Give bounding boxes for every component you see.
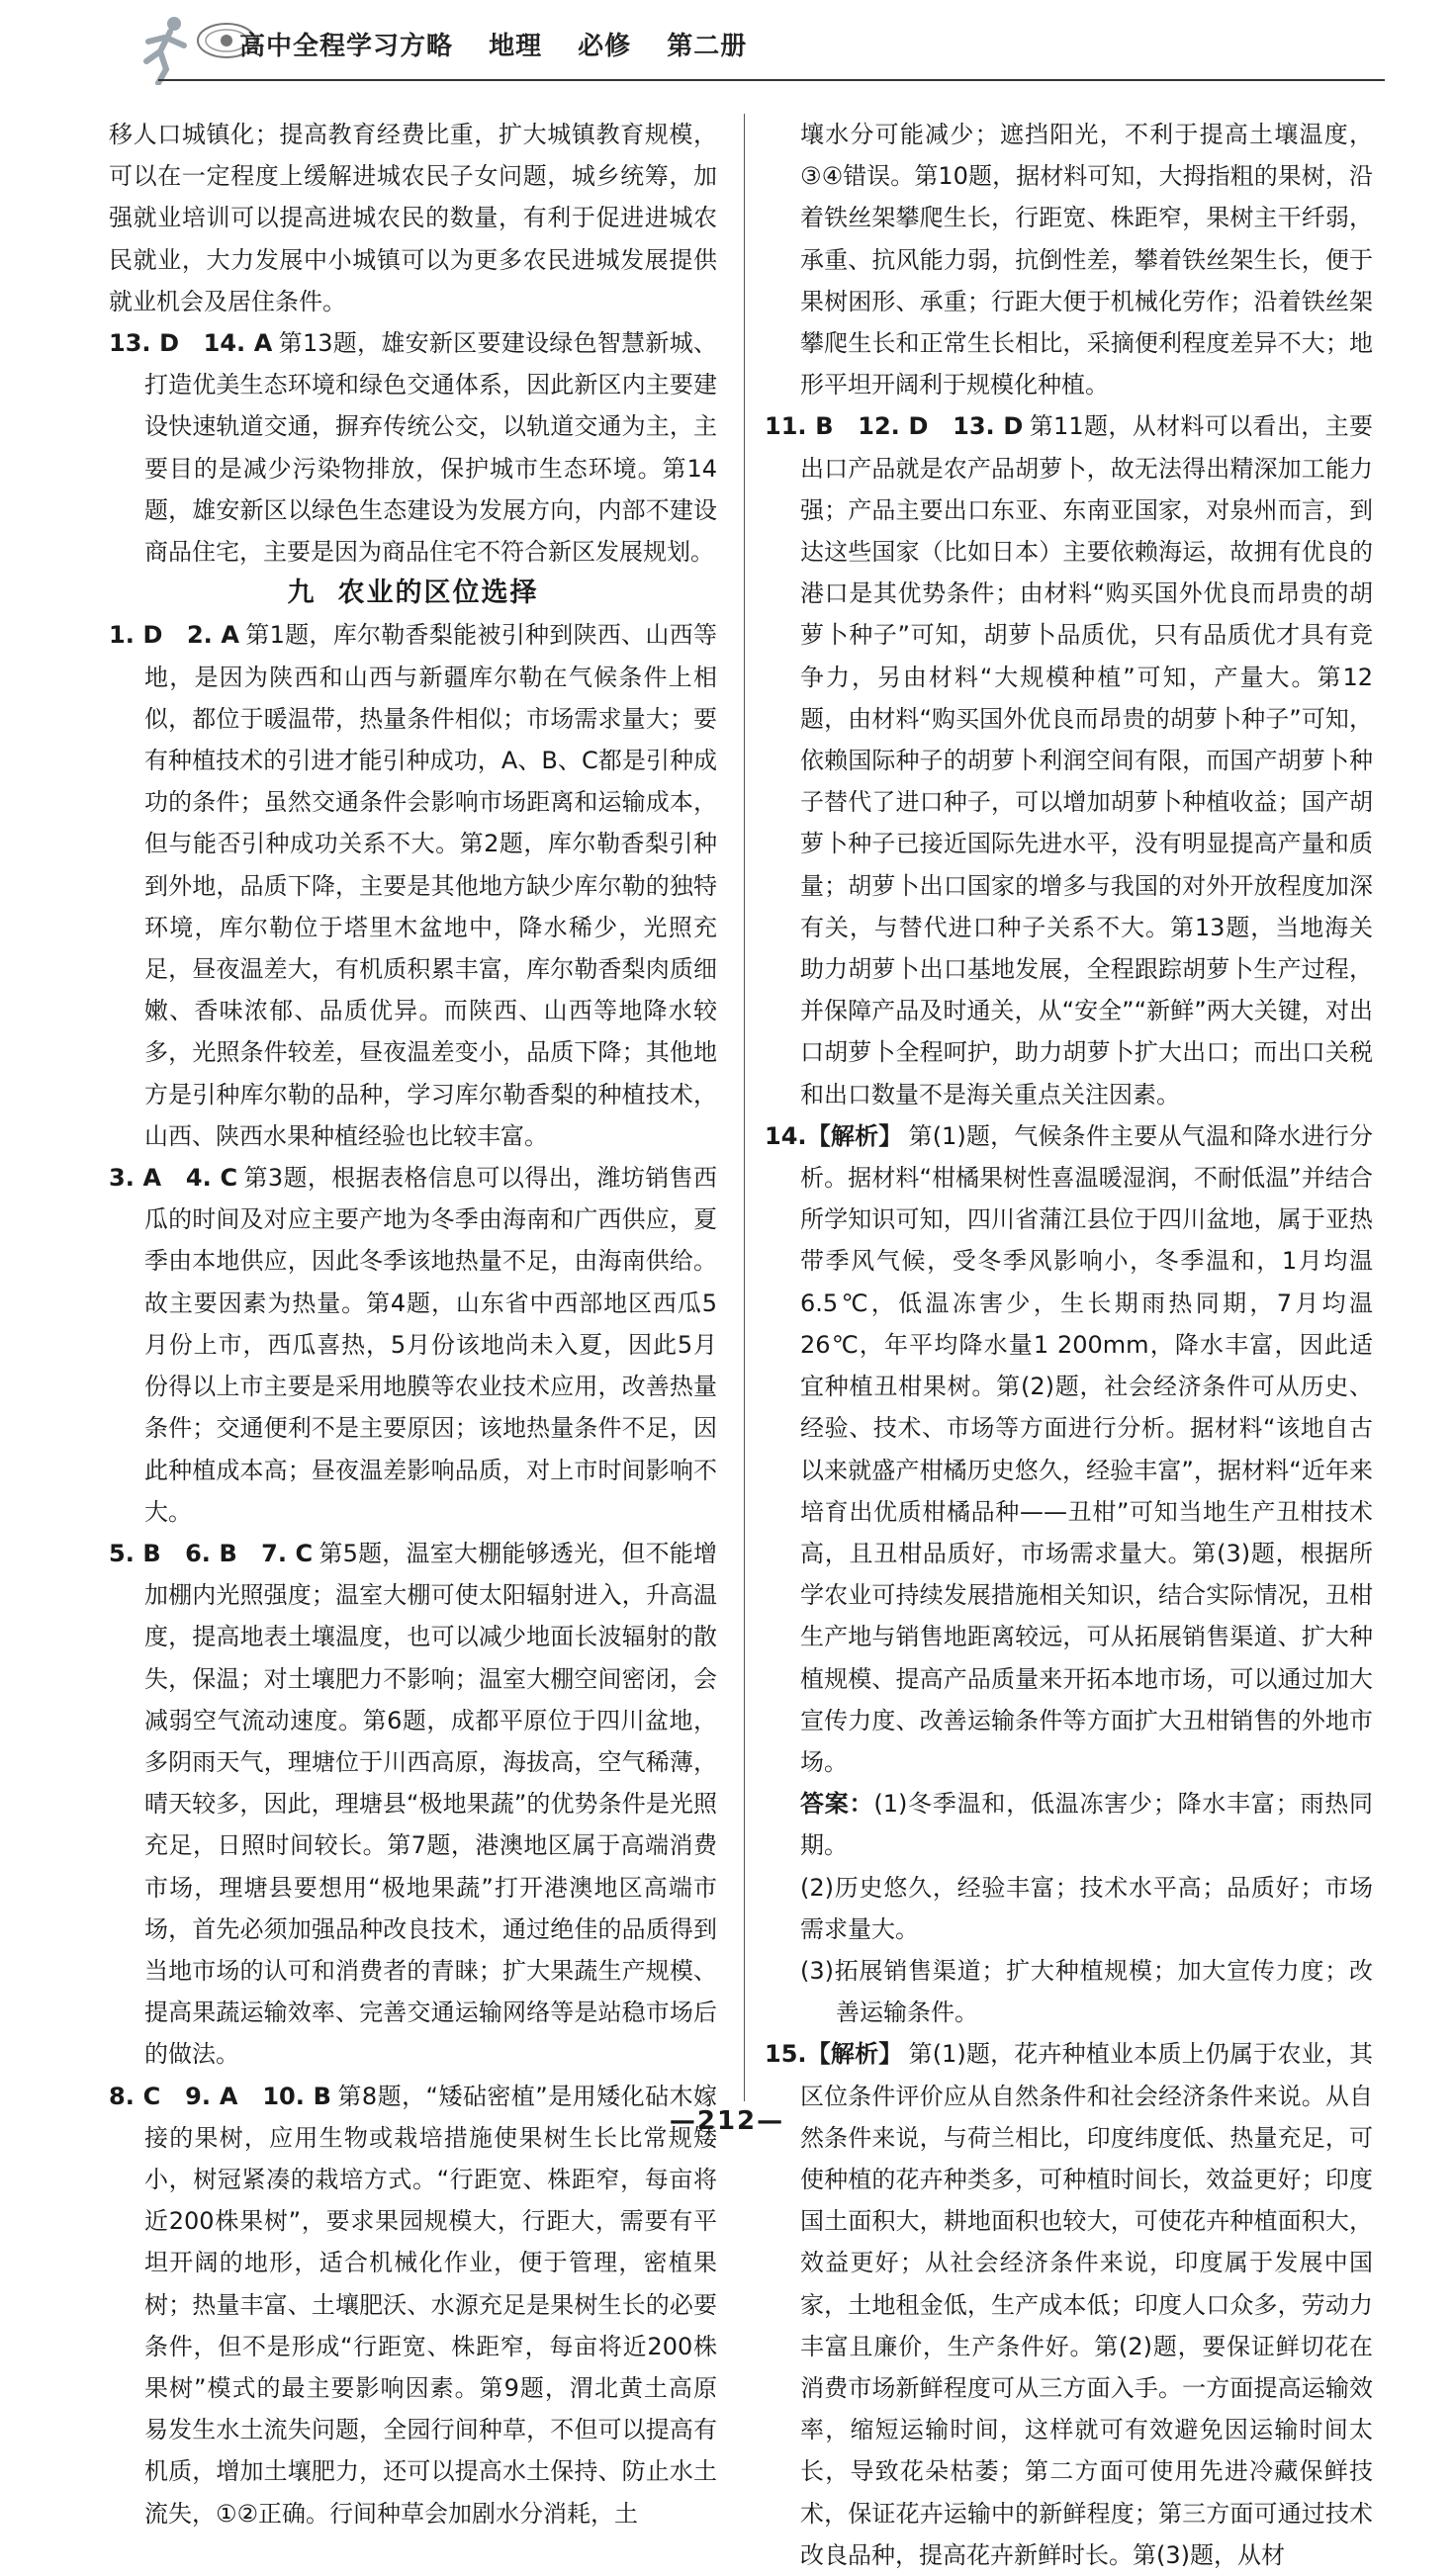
question-numbers: 15.【解析】 <box>765 2040 903 2069</box>
question-numbers: 13. D 14. A <box>109 329 273 358</box>
course-type: 必修 <box>578 32 632 61</box>
answer-item-5-7 <box>109 1533 717 2076</box>
page-number: —212— <box>669 2106 785 2136</box>
volume-name: 第二册 <box>667 32 748 61</box>
series-name: 高中全程学习方略 <box>239 32 454 61</box>
question-numbers: 11. B 12. D 13. D <box>765 412 1024 441</box>
section-title <box>109 573 717 614</box>
answer-explanation: 第3题，根据表格信息可以得出，潍坊销售西瓜的时间及对应主要产地为冬季由海南和广西供应，夏季由本地供应，因此冬季该地热量不足，由海南供给。故主要因素为热量。第4题，山东省中西部地区西瓜5月份上市，西瓜喜热，5月份该地尚未入夏，因此5月份得以上市主要是采用地膜等农业技术应用，改善热量条件；交通便利不是主要原因；该地热量条件不足，因此种植成本高；昼夜温差影响品质，对上市时间影响不大。 <box>144 1164 717 1526</box>
question-numbers: 8. C 9. A 10. B <box>109 2082 331 2110</box>
answer-key-line-1 <box>765 1783 1373 1866</box>
answer-item-8-10 <box>109 2076 717 2534</box>
answer-explanation: 第13题，雄安新区要建设绿色智慧新城、打造优美生态环境和绿色交通体系，因此新区内主要建设快速轨道交通，摒弃传统公交，以轨道交通为主，主要目的是减少污染物排放，保护城市生态环境。第14题，雄安新区以绿色生态建设为发展方向，内部不建设商品住宅，主要是因为商品住宅不符合新区发展规划。 <box>144 329 717 567</box>
book-title <box>239 26 772 62</box>
answer-key-line-2: (2)历史悠久，经验丰富；技术水平高；品质好；市场需求量大。 <box>800 1873 1373 1943</box>
right-column <box>765 114 1373 2576</box>
answer-item-13-14 <box>109 322 717 573</box>
paragraph-continued: 移人口城镇化；提高教育经费比重，扩大城镇教育规模，可以在一定程度上缓解进城农民子女问题，城乡统筹，加强就业培训可以提高进城农民的数量，有利于促进进城农民就业，大力发展中小城镇可以为更多农民进城发展提供就业机会及居住条件。 <box>109 121 717 315</box>
answer-explanation: 第11题，从材料可以看出，主要出口产品就是农产品胡萝卜，故无法得出精深加工能力强；产品主要出口东亚、东南亚国家，对泉州而言，到达这些国家（比如日本）主要依赖海运，故拥有优良的港口是其优势条件；由材料“购买国外优良而昂贵的胡萝卜种子”可知，胡萝卜品质优，只有品质优才具有竞争力，另由材料“大规模种植”可知，产量大。第12题，由材料“购买国外优良而昂贵的胡萝卜种子”可知，依赖国际种子的胡萝卜利润空间有限，而国产胡萝卜种子替代了进口种子，可以增加胡萝卜种植收益；国产胡萝卜种子已接近国际先进水平，没有明显提高产量和质量；胡萝卜出口国家的增多与我国的对外开放程度加深有关，与替代进口种子关系不大。第13题，当地海关助力胡萝卜出口基地发展，全程跟踪胡萝卜生产过程，并保障产品及时通关，从“安全”“新鲜”两大关键，对出口胡萝卜全程呵护，助力胡萝卜扩大出口；而出口关税和出口数量不是海关重点关注因素。 <box>800 412 1374 1109</box>
header-divider <box>158 79 1385 81</box>
answer-item-1-2 <box>109 614 717 1157</box>
answer-key-line-3 <box>765 1950 1373 2033</box>
answer-item-3-4 <box>109 1157 717 1533</box>
answer-explanation: 第(1)题，气候条件主要从气温和降水进行分析。据材料“柑橘果树性喜温暖湿润，不耐低温”并结合所学知识可知，四川省蒲江县位于四川盆地，属于亚热带季风气候，受冬季风影响小，冬季温和，1月均温6.5℃，低温冻害少，生长期雨热同期，7月均温26℃，年平均降水量1 200mm，降水丰富，因此适宜种植丑柑果树。第(2)题，社会经济条件可从历史、经验、技术、市场等方面进行分析。据材料“该地自古以来就盛产柑橘历史悠久，经验丰富”，据材料“近年来培育出优质柑橘品种——丑柑”可知当地生产丑柑技术高，且丑柑品质好，市场需求量大。第(3)题，根据所学农业可持续发展措施相关知识，结合实际情况，丑柑生产地与销售地距离较远，可从拓展销售渠道、扩大种植规模、提高产品质量来开拓本地市场，可以通过加大宣传力度、改善运输条件等方面扩大丑柑销售的外地市场。 <box>800 1121 1374 1776</box>
paragraph-continued: 壤水分可能减少；遮挡阳光，不利于提高土壤温度，③④错误。第10题，据材料可知，大拇指粗的果树，沿着铁丝架攀爬生长，行距宽、株距窄，果树主干纤弱，承重、抗风能力弱，抗倒性差，攀着铁丝架生长，便于果树困形、承重；行距大便于机械化劳作；沿着铁丝架攀爬生长和正常生长相比，采摘便利程度差异不大；地形平坦开阔利于规模化种植。 <box>800 121 1373 400</box>
left-column <box>109 114 717 2534</box>
answer-text: (3)拓展销售渠道；扩大种植规模；加大宣传力度；改善运输条件。 <box>800 1956 1373 2027</box>
question-numbers: 14.【解析】 <box>765 1121 903 1150</box>
answer-explanation: 第5题，温室大棚能够透光，但不能增加棚内光照强度；温室大棚可使太阳辐射进入，升高温度，提高地表土壤温度，也可以减少地面长波辐射的散失，保温；对土壤肥力不影响；温室大棚空间密闭，会减弱空气流动速度。第6题，成都平原位于四川盆地，多阴雨天气，理塘位于川西高原，海拔高，空气稀薄，晴天较多，因此，理塘县“极地果蔬”的优势条件是光照充足，日照时间较长。第7题，港澳地区属于高端消费市场，理塘县要想用“极地果蔬”打开港澳地区高端市场，首先必须加强品种改良技术，通过绝佳的品质得到当地市场的认可和消费者的青睐；扩大果蔬生产规模、提高果蔬运输效率、完善交通运输网络等是站稳市场后的做法。 <box>144 1539 717 2069</box>
section-number: 九 <box>287 577 317 609</box>
runner-logo-icon <box>131 12 200 85</box>
question-numbers: 3. A 4. C <box>109 1164 238 1193</box>
answer-text: (1)冬季温和，低温冻害少；降水丰富；雨热同期。 <box>800 1790 1374 1860</box>
subject-name: 地理 <box>489 32 543 61</box>
answer-item-14 <box>765 1115 1373 1783</box>
page-header <box>0 0 1454 91</box>
answer-label: 答案： <box>800 1790 874 1819</box>
column-divider <box>744 114 745 2101</box>
answer-explanation: 第(1)题，花卉种植业本质上仍属于农业，其区位条件评价应从自然条件和社会经济条件来说。从自然条件来说，与荷兰相比，印度纬度低、热量充足，可使种植的花卉种类多，可种植时间长，效益更好；印度国土面积大，耕地面积也较大，可使花卉种植面积大，效益更好；从社会经济条件来说，印度属于发展中国家，土地租金低，生产成本低；印度人口众多，劳动力丰富且廉价，生产条件好。第(2)题，要保证鲜切花在消费市场新鲜程度可从三方面入手。一方面提高运输效率，缩短运输时间，这样就可有效避免因运输时间太长，导致花朵枯萎；第二方面可使用先进冷藏保鲜技术，保证花卉运输中的新鲜程度；第三方面可通过技术改良品种，提高花卉新鲜时长。第(3)题，从材 <box>800 2040 1374 2569</box>
section-name: 农业的区位选择 <box>337 577 539 609</box>
answer-item-11-13 <box>765 405 1373 1114</box>
question-numbers: 5. B 6. B 7. C <box>109 1539 314 1567</box>
answer-explanation: 第1题，库尔勒香梨能被引种到陕西、山西等地，是因为陕西和山西与新疆库尔勒在气候条件上相似，都位于暖温带，热量条件相似；市场需求量大；要有种植技术的引进才能引种成功，A、B、C都是引种成功的条件；虽然交通条件会影响市场距离和运输成本，但与能否引种成功关系不大。第2题，库尔勒香梨引种到外地，品质下降，主要是其他地方缺少库尔勒的独特环境，库尔勒位于塔里木盆地中，降水稀少，光照充足，昼夜温差大，有机质积累丰富，库尔勒香梨肉质细嫩、香味浓郁、品质优异。而陕西、山西等地降水较多，光照条件较差，昼夜温差变小，品质下降；其他地方是引种库尔勒的品种，学习库尔勒香梨的种植技术，山西、陕西水果种植经验也比较丰富。 <box>144 621 717 1150</box>
question-numbers: 1. D 2. A <box>109 621 239 650</box>
answer-explanation: 第8题，“矮砧密植”是用矮化砧木嫁接的果树，应用生物或栽培措施使果树生长比常规矮小，树冠紧凑的栽培方式。“行距宽、株距窄，每亩将近200株果树”，要求果园规模大，行距大，需要有平坦开阔的地形，适合机械化作业，便于管理，密植果树；热量丰富、土壤肥沃、水源充足是果树生长的必要条件，但不是形成“行距宽、株距窄，每亩将近200株果树”模式的最主要影响因素。第9题，渭北黄土高原易发生水土流失问题，全园行间种草，不但可以提高有机质，增加土壤肥力，还可以提高水土保持、防止水土流失，①②正确。行间种草会加剧水分消耗，土 <box>144 2082 717 2528</box>
